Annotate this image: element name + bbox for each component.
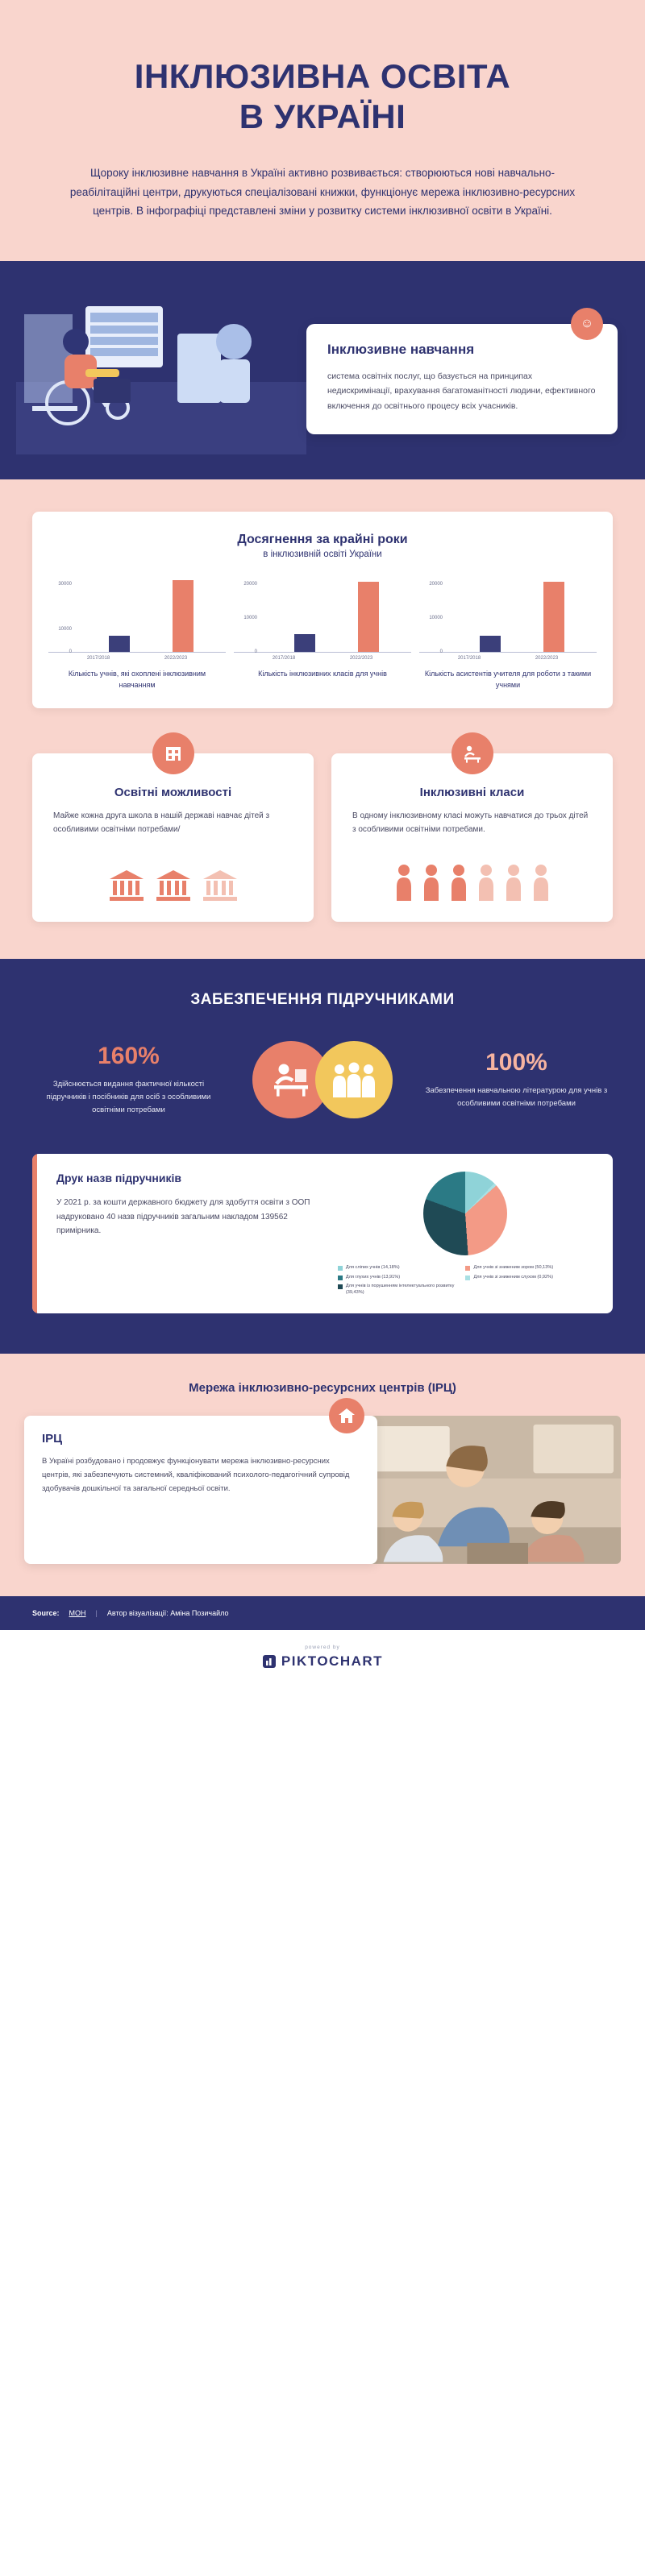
footer-author: Автор візуалізації: Аміна Позичайло [106,1609,229,1618]
inclusive-education-section [0,261,645,479]
irc-section [0,1354,645,1596]
footer [0,1596,645,1630]
irc-card-text: В Україні розбудовано і продовжує функціонувати мережа інклюзивно-ресурсних центрів, які забезпечують системний, кваліфікований психолого-педагогічний супровід здобувачів дошкільної та загальної середньої освіти. [42,1457,350,1493]
irc-row [24,1416,621,1564]
textbooks-heading: ЗАБЕЗПЕЧЕННЯ ПІДРУЧНИКАМИ [190,991,455,1009]
chart-students [48,575,226,691]
stat-100-desc: Забезпечення навчальною літературою для учнів з особливими освітніми потребами [425,1085,608,1109]
feature-card-inclusive-classes [331,753,613,922]
chart-classes-yaxis: 0 10000 20000 [243,582,257,655]
classroom-illustration [16,285,306,454]
bar-2017-2018 [480,636,501,652]
teacher-desk-icon [452,732,493,774]
irc-card-title: ІРЦ [42,1432,63,1446]
chart-students-caption: Кількість учнів, які охоплені інклюзивним навчанням [68,670,206,689]
piktochart-logo-text: PIKTOCHART [281,1653,384,1670]
bank-building-icon [108,867,145,902]
charts-row [48,575,597,691]
chart-classes-bars [261,575,411,652]
legend-swatch [338,1276,343,1280]
bar-2022-2023 [543,582,564,652]
chart-classes [234,575,411,691]
print-card-text-block [52,1172,325,1299]
legend-item: Для учнів зі зниженим слухом (0,92%) [465,1275,593,1281]
textbooks-stats-row [0,1041,645,1118]
bar-2022-2023 [358,582,379,652]
bank-building-icon [202,867,239,902]
print-card-chart-block [338,1172,593,1299]
piktochart-icon [262,1654,277,1669]
textbooks-illustration [230,1041,415,1118]
bank-building-icon [155,867,192,902]
chart-classes-caption: Кількість інклюзивних класів для учнів [258,670,387,678]
school-building-icon [152,732,194,774]
brand-bar [0,1630,645,1687]
chart-students-xlabels: 2017/2018 2022/2023 [86,656,188,662]
features-section [0,745,645,959]
print-textbooks-card [32,1154,613,1313]
person-icon [395,864,413,902]
chart-classes-plot [234,575,411,653]
legend-item: Для учнів зі зниженим зором (50,13%) [465,1265,593,1271]
stat-160 [27,1043,230,1117]
footer-source-label: Source: [32,1609,60,1618]
inclusive-learning-text: система освітніх послуг, що базується на принципах недискримінації, врахування багатоманітності людини, ефективного включення до освітнього процесу всіх учасників. [327,371,596,411]
feature-text: Майже кожна друга школа в нашій державі навчає дітей з особливими освітніми потребами/ [53,811,270,835]
piktochart-logo[interactable] [0,1653,645,1670]
footer-source-link[interactable]: МОН [69,1609,86,1618]
legend-swatch [465,1266,470,1271]
chart-assistants [419,575,597,691]
group-of-people-icon [315,1041,393,1118]
achievements-title: Досягнення за крайні роки [237,533,408,547]
achievements-section [0,479,645,745]
bar-2022-2023 [173,580,194,652]
chart-assistants-caption: Кількість асистентів учителя для роботи з такими учнями [424,670,592,689]
page-title-line2: В УКРАЇНІ [239,97,406,135]
person-icon [422,864,440,902]
person-icon [450,864,468,902]
irc-heading: Мережа інклюзивно-ресурсних центрів (ІРЦ) [189,1381,456,1396]
chart-assistants-yaxis: 0 10000 20000 [429,582,443,655]
feature-title: Освітні можливості [114,786,232,800]
page-title [32,56,613,136]
chart-students-plot [48,575,226,653]
chart-assistants-plot [419,575,597,653]
bank-building-icon-row [48,857,298,902]
powered-by-label: powered by [305,1645,340,1651]
stat-100 [415,1049,618,1110]
person-icon [505,864,522,902]
chart-students-bars [76,575,226,652]
feature-text: В одному інклюзивному класі можуть навчатися до трьох дітей з особливими освітніми потребами. [352,811,589,835]
bar-2017-2018 [294,634,315,652]
achievements-subtitle: в інклюзивній освіті України [263,550,382,560]
textbooks-section [0,959,645,1354]
person-icon [477,864,495,902]
feature-card-education-opportunities [32,753,314,922]
inclusive-learning-title: Інклюзивне навчання [327,341,475,357]
chart-students-yaxis: 0 10000 30000 [58,582,72,655]
house-icon [329,1398,364,1433]
bar-2017-2018 [109,636,130,652]
legend-item: Для учнів із порушенням інтелектуального розвитку (39,43%) [338,1284,466,1296]
legend-swatch [465,1276,470,1280]
legend-item: Для глухих учнів (13,91%) [338,1275,466,1281]
stat-160-value: 160% [98,1042,160,1069]
legend-swatch [338,1266,343,1271]
page-title-line1: ІНКЛЮЗИВНА ОСВІТА [134,57,511,95]
inclusive-learning-card [306,316,618,434]
legend-item: Для сліпих учнів (14,18%) [338,1265,466,1271]
smiley-icon: ☺ [571,308,603,340]
pie-legend [338,1265,593,1299]
achievements-chart-card [32,512,613,708]
chart-classes-xlabels: 2017/2018 2022/2023 [272,656,373,662]
textbooks-pie-chart [423,1172,507,1255]
footer-divider: | [95,1609,98,1618]
chart-assistants-bars [447,575,597,652]
print-card-text: У 2021 р. за кошти державного бюджету для здобуття освіти з ООП надруковано 40 назв підручників загальним накладом 139562 примірника. [56,1198,310,1236]
stat-100-value: 100% [485,1048,547,1076]
irc-card [24,1416,377,1564]
chart-assistants-xlabels: 2017/2018 2022/2023 [457,656,559,662]
hero-section [0,0,645,261]
person-icon-row [347,857,597,902]
legend-swatch [338,1284,343,1289]
feature-title: Інклюзивні класи [419,786,525,800]
stat-160-desc: Здійснюється видання фактичної кількості підручників і посібників для осіб з особливими освітніми потребами [46,1079,211,1115]
person-icon [532,864,550,902]
print-card-title: Друк назв підручників [56,1172,181,1185]
hero-intro-text: Щороку інклюзивне навчання в Україні активно розвивається: створюються нові навчально-реабілітаційні центри, друкуються спеціалізовані книжки, функціонує мережа інклюзивно-ресурсних центрів. В інфографіці представлені зміни у розвитку системи інклюзивної освіти в Україні. [69,167,576,218]
classroom-photo [366,1416,621,1564]
